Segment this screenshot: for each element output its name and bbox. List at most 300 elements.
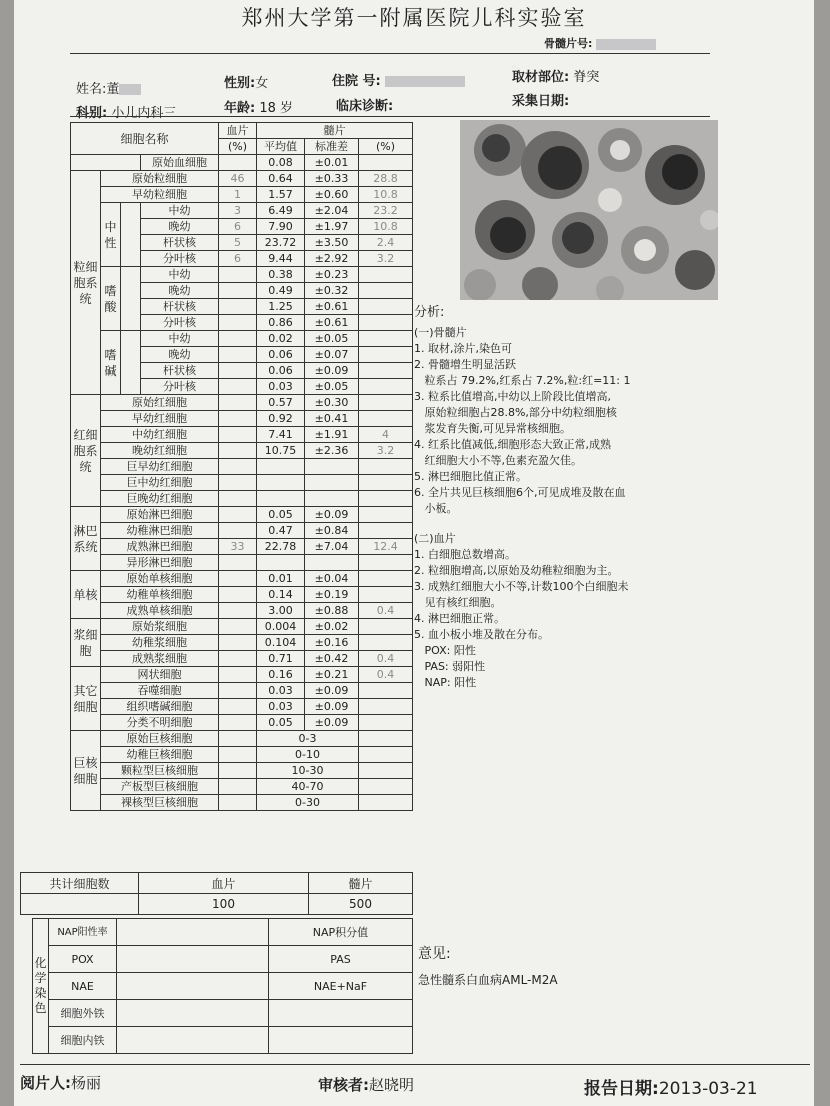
- cell-name: 原始巨核细胞: [101, 731, 219, 747]
- nae-value: [117, 973, 269, 1000]
- table-row: [71, 667, 413, 683]
- cell-name: 异形淋巴细胞: [101, 555, 219, 571]
- mean-value: 0.47: [257, 523, 305, 539]
- marrow-value: 28.8: [359, 171, 413, 187]
- cell-name: 组织嗜碱细胞: [101, 699, 219, 715]
- sd-value: ±2.36: [305, 443, 359, 459]
- cell-name: 分叶核: [141, 379, 219, 395]
- marrow-value: [359, 587, 413, 603]
- marrow-value: [359, 715, 413, 731]
- marrow-value: [359, 491, 413, 507]
- marrow-value: 3.2: [359, 443, 413, 459]
- cell-name: 成熟单核细胞: [101, 603, 219, 619]
- mean-value: 0.64: [257, 171, 305, 187]
- cell-name: 分类不明细胞: [101, 715, 219, 731]
- mean-value: 7.90: [257, 219, 305, 235]
- mean-value: [257, 475, 305, 491]
- mean-value: 0.02: [257, 331, 305, 347]
- sd-value: ±1.91: [305, 427, 359, 443]
- table-row: [71, 395, 413, 411]
- age-unit: 岁: [280, 101, 294, 116]
- sd-value: ±2.92: [305, 251, 359, 267]
- marrow-value: [359, 635, 413, 651]
- cell-name: 杆状核: [141, 363, 219, 379]
- col-mean: 平均值: [257, 139, 305, 155]
- cell-name: 吞噬细胞: [101, 683, 219, 699]
- mean-value: 0.92: [257, 411, 305, 427]
- blood-value: [219, 523, 257, 539]
- sd-value: ±0.19: [305, 587, 359, 603]
- marrow-value: 23.2: [359, 203, 413, 219]
- marrow-value: [359, 411, 413, 427]
- report-date: 2013-03-21: [658, 1079, 758, 1099]
- blood-value: 6: [219, 251, 257, 267]
- blood-value: [219, 443, 257, 459]
- reader-name: 杨丽: [71, 1074, 102, 1092]
- blood-value: 6: [219, 219, 257, 235]
- cell-name: 裸核型巨核细胞: [101, 795, 219, 811]
- marrow-value: [359, 299, 413, 315]
- cell-name: 中幼红细胞: [101, 427, 219, 443]
- marrow-value: [359, 283, 413, 299]
- table-row: [71, 731, 413, 747]
- sex-value: 女: [255, 76, 269, 91]
- sex-field: [224, 72, 268, 91]
- marrow-value: [359, 475, 413, 491]
- table-row: [71, 555, 413, 571]
- opinion-label: 意见:: [418, 946, 451, 962]
- cell-name: 分叶核: [141, 251, 219, 267]
- blood-value: [219, 331, 257, 347]
- table-row: [71, 587, 413, 603]
- cell-name: 巨中幼红细胞: [101, 475, 219, 491]
- cell-name: 晚幼: [141, 219, 219, 235]
- row-spacer: [71, 155, 141, 171]
- finding-line: 粒系占 79.2%,红系占 7.2%,粒:红=11: 1: [414, 374, 631, 387]
- sd-value: ±0.05: [305, 379, 359, 395]
- reference-range: 0-3: [257, 731, 359, 747]
- blood-value: [219, 651, 257, 667]
- analysis-section: [414, 305, 714, 691]
- blood-value: 1: [219, 187, 257, 203]
- table-row: [71, 475, 413, 491]
- dept-value: 小儿内科三: [111, 106, 177, 121]
- marrow-micrograph: [460, 120, 718, 300]
- cell-name: 早幼粒细胞: [101, 187, 219, 203]
- finding-line: 2. 粒细胞增高,以原始及幼稚粒细胞为主。: [414, 564, 619, 577]
- marrow-value: [359, 795, 413, 811]
- dept-field: [76, 102, 176, 121]
- blood-value: [219, 667, 257, 683]
- group-other: 其它细胞: [71, 667, 101, 731]
- marrow-value: [359, 459, 413, 475]
- col-sd: 标准差: [305, 139, 359, 155]
- blood-value: [219, 635, 257, 651]
- extra-iron-blank: [269, 1000, 413, 1027]
- nae-label: NAE: [49, 973, 117, 1000]
- blood-value: [219, 699, 257, 715]
- cell-name: 杆状核: [141, 299, 219, 315]
- sd-value: ±0.88: [305, 603, 359, 619]
- marrow-value: [359, 619, 413, 635]
- mean-value: 0.03: [257, 683, 305, 699]
- table-row: [71, 699, 413, 715]
- cell-name: 中幼: [141, 331, 219, 347]
- pox-value: [117, 946, 269, 973]
- mean-value: 0.86: [257, 315, 305, 331]
- sd-value: ±0.21: [305, 667, 359, 683]
- subgroup-neutrophil: 中性: [101, 203, 121, 267]
- opinion-value: 急性髓系白血病AML-M2A: [418, 973, 558, 987]
- reference-range: 10-30: [257, 763, 359, 779]
- blood-value: [219, 155, 257, 171]
- table-row: [71, 507, 413, 523]
- mean-value: 23.72: [257, 235, 305, 251]
- finding-line: POX: 阳性: [414, 644, 476, 657]
- sd-value: ±0.09: [305, 699, 359, 715]
- finding-line: 3. 粒系比值增高,中幼以上阶段比值增高,: [414, 390, 611, 403]
- table-row: [71, 427, 413, 443]
- cell-name: 巨早幼红细胞: [101, 459, 219, 475]
- site-field: [512, 66, 599, 85]
- table-row: [71, 539, 413, 555]
- subgroup-eosinophil: 嗜酸: [101, 267, 121, 331]
- table-row: [71, 715, 413, 731]
- total-count-table: [20, 872, 413, 915]
- sd-value: ±7.04: [305, 539, 359, 555]
- blood-findings: [414, 547, 714, 691]
- sd-value: ±1.97: [305, 219, 359, 235]
- table-row: [71, 443, 413, 459]
- mean-value: 10.75: [257, 443, 305, 459]
- site-value: 脊突: [573, 70, 600, 85]
- finding-line: 6. 全片共见巨核细胞6个,可见成堆及散在血: [414, 486, 626, 499]
- marrow-value: [359, 395, 413, 411]
- mean-value: 0.49: [257, 283, 305, 299]
- analysis-title: 分析:: [414, 305, 445, 320]
- cell-name: 原始浆细胞: [101, 619, 219, 635]
- reference-range: 0-10: [257, 747, 359, 763]
- finding-line: 4. 红系比值减低,细胞形态大致正常,成熟: [414, 438, 611, 451]
- finding-line: 见有核红细胞。: [414, 596, 502, 609]
- sd-value: ±0.32: [305, 283, 359, 299]
- sex-label: 性别:: [224, 76, 256, 91]
- table-row: [71, 267, 413, 283]
- intra-iron-label: 细胞内铁: [49, 1027, 117, 1054]
- finding-line: 5. 淋巴细胞比值正常。: [414, 470, 527, 483]
- cell-name: 分叶核: [141, 315, 219, 331]
- blood-value: [219, 475, 257, 491]
- blood-value: [219, 363, 257, 379]
- marrow-value: [359, 347, 413, 363]
- blood-value: [219, 619, 257, 635]
- table-row: [71, 635, 413, 651]
- mean-value: 22.78: [257, 539, 305, 555]
- cell-name: 原始血细胞: [141, 155, 219, 171]
- marrow-value: 0.4: [359, 651, 413, 667]
- table-row: [71, 619, 413, 635]
- report-date-label: 报告日期:: [584, 1079, 659, 1099]
- marrow-value: [359, 571, 413, 587]
- finding-line: NAP: 阳性: [414, 676, 477, 689]
- intra-iron-blank: [269, 1027, 413, 1054]
- micrograph-image: [460, 120, 718, 300]
- reviewer-field: [318, 1074, 414, 1095]
- age-label: 年龄:: [224, 101, 256, 116]
- marrow-value: [359, 763, 413, 779]
- blood-value: [219, 267, 257, 283]
- total-marrow-label: 髓片: [309, 873, 413, 894]
- marrow-value: 10.8: [359, 219, 413, 235]
- redacted-name: [119, 84, 141, 95]
- pas-label: PAS: [269, 946, 413, 973]
- finding-line: 浆发育失衡,可见异常核细胞。: [414, 422, 571, 435]
- marrow-value: 0.4: [359, 603, 413, 619]
- col-blood-unit: (%): [219, 139, 257, 155]
- mean-value: 3.00: [257, 603, 305, 619]
- blood-value: 46: [219, 171, 257, 187]
- blood-value: [219, 555, 257, 571]
- marrow-value: 2.4: [359, 235, 413, 251]
- col-marrow: 髓片: [257, 123, 413, 139]
- cell-name: 中幼: [141, 203, 219, 219]
- marrow-number-field: [544, 35, 656, 51]
- sd-value: ±0.09: [305, 715, 359, 731]
- patient-name-label: 姓名:: [76, 82, 107, 97]
- sd-value: ±0.41: [305, 411, 359, 427]
- sd-value: ±0.42: [305, 651, 359, 667]
- sd-value: ±0.23: [305, 267, 359, 283]
- marrow-value: [359, 731, 413, 747]
- marrow-value: [359, 379, 413, 395]
- table-row: [71, 523, 413, 539]
- mean-value: 1.25: [257, 299, 305, 315]
- chem-title: 化学染色: [33, 919, 49, 1054]
- report-page: [14, 0, 814, 1106]
- sd-value: ±0.84: [305, 523, 359, 539]
- marrow-value: [359, 523, 413, 539]
- blood-value: [219, 795, 257, 811]
- report-title: 郑州大学第一附属医院儿科实验室: [241, 6, 587, 30]
- blood-value: [219, 747, 257, 763]
- cell-name: 原始粒细胞: [101, 171, 219, 187]
- subgroup-basophil: 嗜碱: [101, 331, 121, 395]
- table-row: [71, 155, 413, 171]
- marrow-value: [359, 315, 413, 331]
- table-row: [71, 171, 413, 187]
- blood-value: [219, 491, 257, 507]
- nae-naf-label: NAE+NaF: [269, 973, 413, 1000]
- group-granulocyte: 粒细胞系统: [71, 171, 101, 395]
- table-row: [71, 203, 413, 219]
- col-marrow-unit: (%): [359, 139, 413, 155]
- sd-value: [305, 475, 359, 491]
- cell-name: 早幼红细胞: [101, 411, 219, 427]
- table-row: [71, 491, 413, 507]
- table-row: [71, 795, 413, 811]
- finding-line: 红细胞大小不等,色素充盈欠佳。: [414, 454, 582, 467]
- total-marrow-value: 500: [309, 894, 413, 915]
- cell-name: 原始红细胞: [101, 395, 219, 411]
- mean-value: 7.41: [257, 427, 305, 443]
- sd-value: ±0.01: [305, 155, 359, 171]
- mean-value: [257, 491, 305, 507]
- sd-value: ±0.16: [305, 635, 359, 651]
- mean-value: 0.06: [257, 347, 305, 363]
- cell-name: 成熟浆细胞: [101, 651, 219, 667]
- mean-value: 0.004: [257, 619, 305, 635]
- marrow-value: 4: [359, 427, 413, 443]
- blood-value: 3: [219, 203, 257, 219]
- table-row: [71, 763, 413, 779]
- marrow-value: [359, 507, 413, 523]
- blood-value: 33: [219, 539, 257, 555]
- marrow-value: 12.4: [359, 539, 413, 555]
- sd-value: ±0.02: [305, 619, 359, 635]
- blood-value: [219, 683, 257, 699]
- sd-value: ±0.05: [305, 331, 359, 347]
- finding-line: 小板。: [414, 502, 458, 515]
- extra-iron-label: 细胞外铁: [49, 1000, 117, 1027]
- mean-value: 0.14: [257, 587, 305, 603]
- nap-rate-value: [117, 919, 269, 946]
- marrow-value: [359, 331, 413, 347]
- pox-label: POX: [49, 946, 117, 973]
- table-row: [71, 571, 413, 587]
- total-blood-label: 血片: [139, 873, 309, 894]
- marrow-value: [359, 555, 413, 571]
- mean-value: 0.38: [257, 267, 305, 283]
- blood-value: [219, 395, 257, 411]
- opinion-section: [418, 943, 558, 988]
- finding-line: 2. 骨髓增生明显活跃: [414, 358, 516, 371]
- marrow-value: [359, 779, 413, 795]
- sd-value: ±0.04: [305, 571, 359, 587]
- total-label: 共计细胞数: [21, 873, 139, 894]
- cell-name: 幼稚浆细胞: [101, 635, 219, 651]
- sd-value: ±0.61: [305, 315, 359, 331]
- sd-value: [305, 459, 359, 475]
- blood-value: [219, 587, 257, 603]
- blood-value: [219, 715, 257, 731]
- redacted-ward-number: [385, 76, 465, 87]
- ward-label: 住院 号:: [332, 74, 381, 89]
- marrow-number-label: 骨髓片号:: [544, 37, 593, 50]
- cell-count-table: [70, 122, 413, 811]
- table-row: [71, 603, 413, 619]
- sd-value: ±0.09: [305, 363, 359, 379]
- mean-value: 0.104: [257, 635, 305, 651]
- intra-iron-value: [117, 1027, 269, 1054]
- blood-value: [219, 315, 257, 331]
- cell-name: 幼稚淋巴细胞: [101, 523, 219, 539]
- patient-name-field: [76, 78, 141, 97]
- patient-name-value: 董: [106, 82, 120, 97]
- mean-value: 0.03: [257, 699, 305, 715]
- mean-value: 0.05: [257, 507, 305, 523]
- blood-value: [219, 299, 257, 315]
- marrow-subheading: (一)骨髓片: [414, 326, 467, 339]
- blood-value: [219, 571, 257, 587]
- blood-subheading: (二)血片: [414, 532, 456, 545]
- mean-value: 0.08: [257, 155, 305, 171]
- marrow-value: [359, 363, 413, 379]
- table-row: [71, 459, 413, 475]
- col-blood: 血片: [219, 123, 257, 139]
- mean-value: [257, 459, 305, 475]
- mean-value: 0.03: [257, 379, 305, 395]
- header-rule-2: [70, 116, 710, 117]
- finding-line: 原始粒细胞占28.8%,部分中幼粒细胞核: [414, 406, 617, 419]
- finding-line: 5. 血小板小堆及散在分布。: [414, 628, 549, 641]
- finding-line: PAS: 弱阳性: [414, 660, 486, 673]
- sd-value: [305, 491, 359, 507]
- finding-line: 1. 白细胞总数增高。: [414, 548, 516, 561]
- blood-value: [219, 379, 257, 395]
- blood-value: [219, 347, 257, 363]
- table-row: [71, 747, 413, 763]
- ward-field: [332, 70, 465, 89]
- cell-name: 产板型巨核细胞: [101, 779, 219, 795]
- group-mono: 单核: [71, 571, 101, 619]
- redacted-marrow-number: [596, 39, 656, 50]
- blood-value: [219, 411, 257, 427]
- cell-name: 幼稚单核细胞: [101, 587, 219, 603]
- group-lympho: 淋巴系统: [71, 507, 101, 571]
- cell-name: 原始单核细胞: [101, 571, 219, 587]
- cell-name: 晚幼: [141, 347, 219, 363]
- table-row: [71, 683, 413, 699]
- blood-value: 5: [219, 235, 257, 251]
- mean-value: 0.06: [257, 363, 305, 379]
- marrow-findings: [414, 341, 714, 517]
- marrow-value: 3.2: [359, 251, 413, 267]
- sd-value: ±0.07: [305, 347, 359, 363]
- diagnosis-label: 临床诊断:: [336, 99, 394, 114]
- sd-value: ±3.50: [305, 235, 359, 251]
- header-rule: [70, 53, 710, 54]
- blood-value: [219, 603, 257, 619]
- cell-name: 巨晚幼红细胞: [101, 491, 219, 507]
- marrow-value: 10.8: [359, 187, 413, 203]
- group-mega: 巨核细胞: [71, 731, 101, 811]
- reference-range: 0-30: [257, 795, 359, 811]
- chemical-stain-table: [32, 918, 413, 1054]
- marrow-value: [359, 267, 413, 283]
- col-cell-name: 细胞名称: [71, 123, 219, 155]
- total-blood-value: 100: [139, 894, 309, 915]
- cell-name: 幼稚巨核细胞: [101, 747, 219, 763]
- sd-value: ±2.04: [305, 203, 359, 219]
- mean-value: 0.05: [257, 715, 305, 731]
- age-value: 18: [259, 101, 276, 116]
- mean-value: 1.57: [257, 187, 305, 203]
- mean-value: 6.49: [257, 203, 305, 219]
- blood-value: [219, 283, 257, 299]
- blood-value: [219, 507, 257, 523]
- sd-value: [305, 555, 359, 571]
- marrow-value: [359, 683, 413, 699]
- sd-value: ±0.33: [305, 171, 359, 187]
- footer-rule: [20, 1064, 810, 1065]
- extra-iron-value: [117, 1000, 269, 1027]
- blood-value: [219, 779, 257, 795]
- sd-value: ±0.09: [305, 683, 359, 699]
- subgroup-spacer: [121, 331, 141, 395]
- diagnosis-field: [336, 95, 393, 114]
- subgroup-spacer: [121, 267, 141, 331]
- marrow-value: [359, 699, 413, 715]
